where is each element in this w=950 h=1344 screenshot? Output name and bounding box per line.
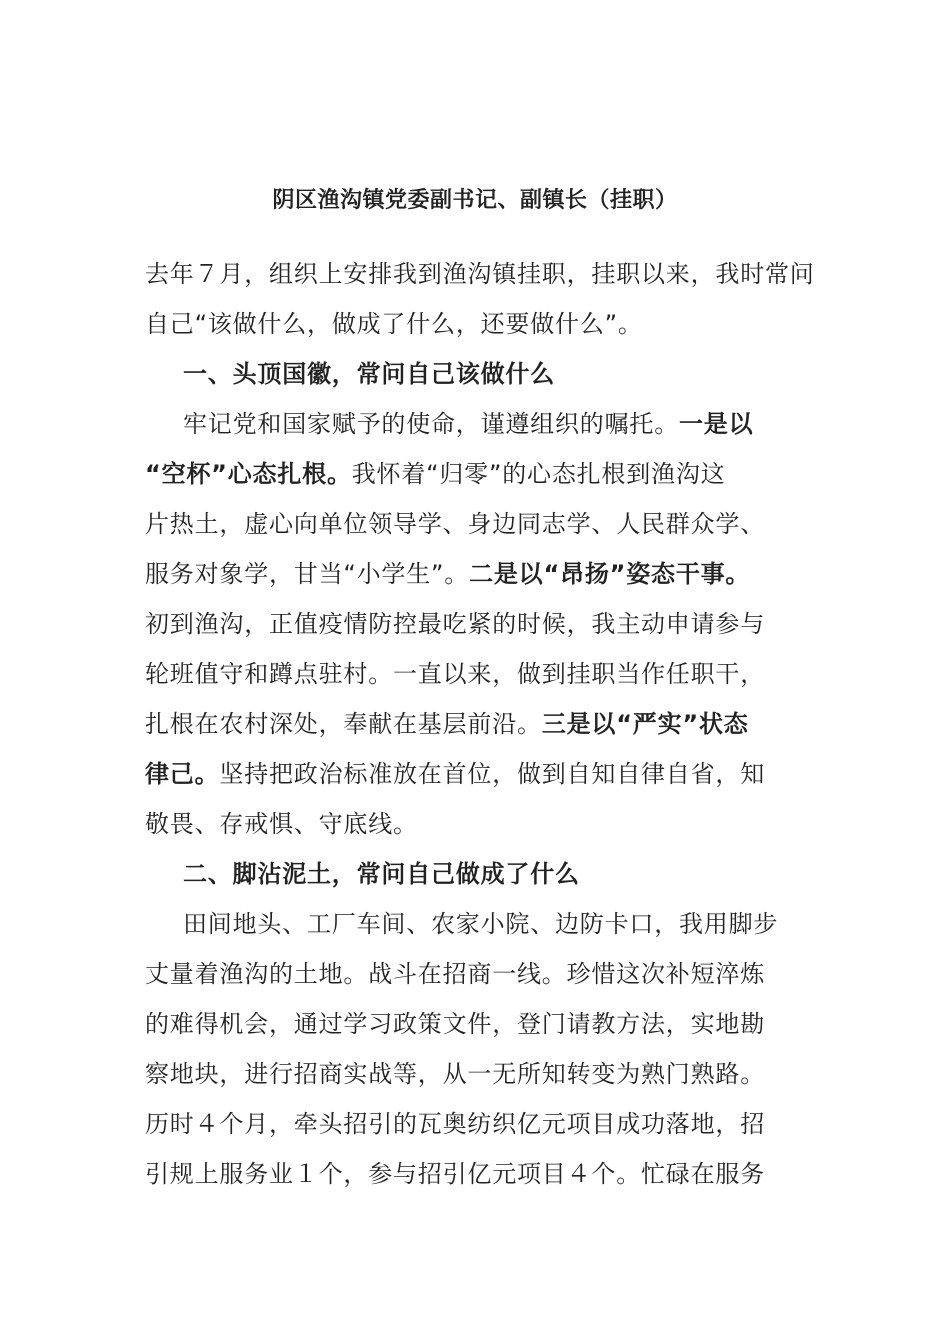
- text-run: 牢记党和国家赋予的使命，谨遵组织的嘱托。: [183, 410, 679, 438]
- text-run: 的难得机会，通过学习政策文件，登门请教方法，实地勘: [145, 1010, 765, 1038]
- paragraph-line: [145, 1007, 815, 1041]
- text-run: 坚持把政治标准放在首位，做到自知自律自省，知: [219, 760, 766, 788]
- paragraph-line: [145, 307, 815, 341]
- paragraph-line: [145, 257, 815, 291]
- bold-text-run: 二是以“昂扬”姿态干事。: [469, 560, 751, 588]
- paragraph-line: [145, 807, 815, 841]
- text-run: 引规上服务业１个，参与招引亿元项目４个。忙碌在服务: [145, 1160, 765, 1188]
- paragraph-line: [145, 507, 815, 541]
- text-run: 我怀着“归零”的心态扎根到渔沟这: [351, 460, 726, 488]
- text-run: 田间地头、工厂车间、农家小院、边防卡口，我用脚步: [183, 910, 779, 938]
- paragraph-line: [145, 757, 815, 791]
- text-run: 丈量着渔沟的土地。战斗在招商一线。珍惜这次补短淬炼: [145, 960, 765, 988]
- text-run: 去年７月，组织上安排我到渔沟镇挂职，挂职以来，我时常问: [145, 260, 815, 288]
- text-run: 历时４个月，牵头招引的瓦奥纺织亿元项目成功落地，招: [145, 1110, 765, 1138]
- section-heading: [183, 857, 815, 891]
- paragraph-line: [145, 457, 815, 491]
- text-run: 初到渔沟，正值疫情防控最吃紧的时候，我主动申请参与: [145, 610, 765, 638]
- bold-text-run: 一是以: [679, 410, 754, 438]
- paragraph-line: [145, 957, 815, 991]
- bold-text-run: 律己。: [145, 760, 220, 788]
- paragraph-line: [145, 607, 815, 641]
- heading-text: 二、脚沾泥土，常问自己做成了什么: [183, 860, 580, 888]
- bold-text-run: “空杯”心态扎根。: [145, 460, 352, 488]
- paragraph-line: [145, 707, 815, 741]
- text-run: 敬畏、存戒惧、守底线。: [145, 810, 418, 838]
- paragraph-line: [145, 1107, 815, 1141]
- text-run: 轮班值守和蹲点驻村。一直以来，做到挂职当作任职干，: [145, 660, 765, 688]
- text-run: 察地块，进行招商实战等，从一无所知转变为熟门熟路。: [145, 1060, 765, 1088]
- document-title: 阴区渔沟镇党委副书记、副镇长（挂职）: [272, 188, 678, 213]
- text-run: 服务对象学，甘当“小学生”。: [145, 560, 470, 588]
- bold-text-run: 三是以“严实”状态: [541, 710, 749, 738]
- text-run: 扎根在农村深处，奉献在基层前沿。: [145, 710, 542, 738]
- text-run: 片热土，虚心向单位领导学、身边同志学、人民群众学、: [145, 510, 765, 538]
- paragraph-line: [183, 907, 815, 941]
- paragraph-line: [145, 1157, 815, 1191]
- paragraph-line: [183, 407, 815, 441]
- section-heading: [183, 357, 815, 391]
- paragraph-line: [145, 657, 815, 691]
- text-run: 自己“该做什么，做成了什么，还要做什么”。: [145, 310, 643, 338]
- paragraph-line: [145, 1057, 815, 1091]
- heading-text: 一、头顶国徽，常问自己该做什么: [183, 360, 555, 388]
- paragraph-line: [145, 557, 815, 591]
